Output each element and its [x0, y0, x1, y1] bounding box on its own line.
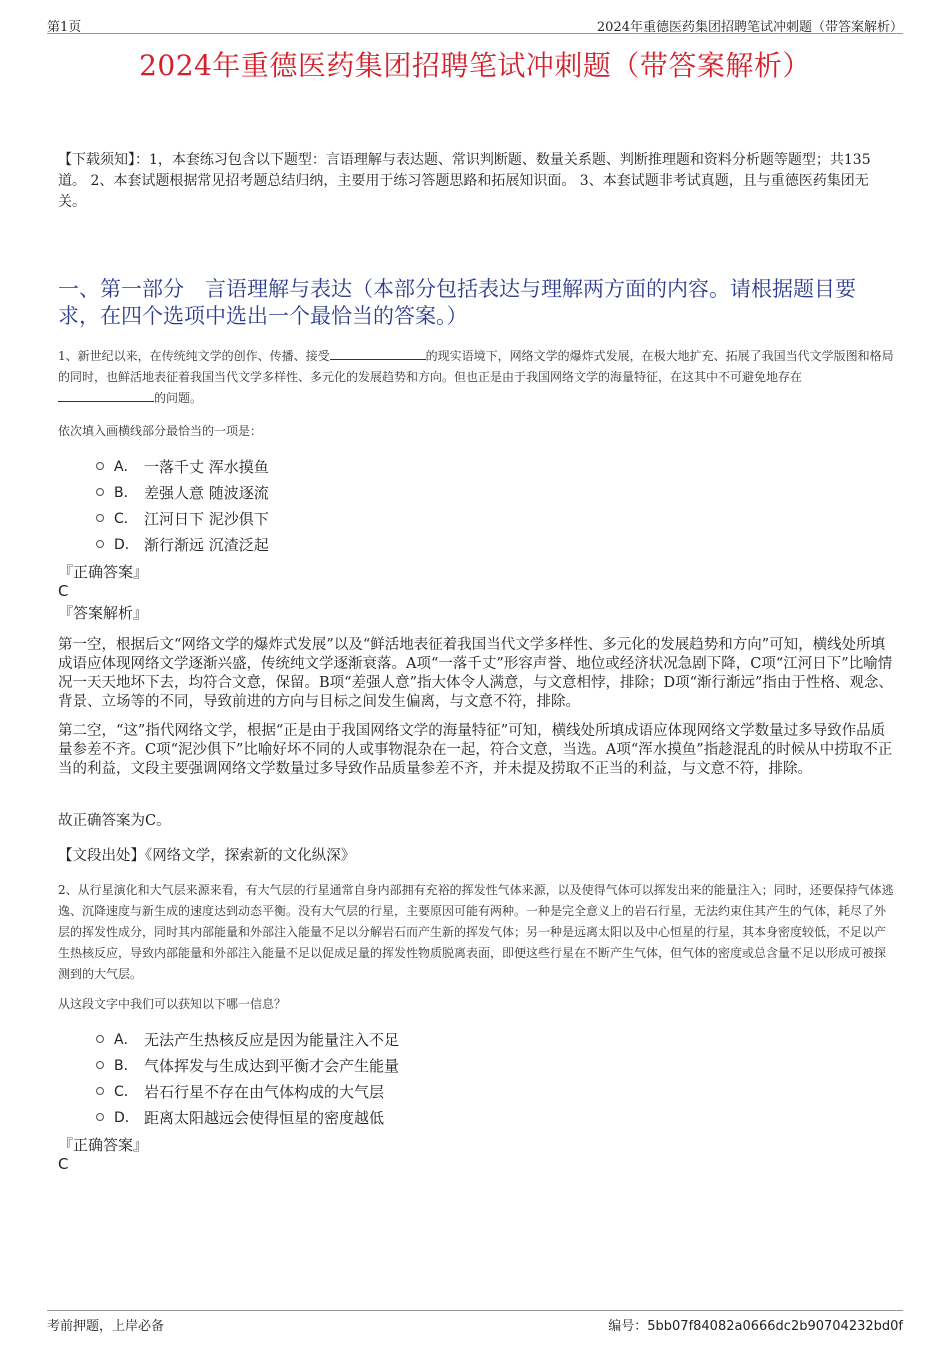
option-c[interactable] — [96, 1078, 399, 1104]
question-1-stem — [58, 346, 896, 409]
option-text: 无法产生热核反应是因为能量注入不足 — [144, 1030, 400, 1049]
question-1-stem-part-b: 的现实语境下，网络文学的爆炸式发展，在极大地扩充、拓展了我国当代文学版图和格局的同时，也鲜活地表征着我国当代文学多样性、多元化的发展趋势和方向。但也正是由于我国网络文学的海量特征，在这其中不可避免地存在 — [58, 349, 894, 384]
page-header — [47, 14, 903, 34]
analysis-paragraph-1: 第一空，根据后文“网络文学的爆炸式发展”以及“鲜活地表征着我国当代文学多样性、多元化的发展趋势和方向”可知，横线处所填成语应体现网络文学逐渐兴盛，传统纯文学逐渐衰落。A项“一落千丈”形容声誉、地位或经济状况急剧下降，C项“江河日下”比喻情况一天天地坏下去，均符合文意，保留。B项“差强人意”指大体令人满意，与文意相悖，排除；D项“渐行渐远”指由于性格、观念、背景、立场等的不同，导致前进的方向与目标之间发生偏离，与文意不符，排除。 — [58, 637, 893, 710]
text-source: 【文段出处】《网络文学，探索新的文化纵深》 — [58, 848, 356, 864]
document-title: 2024年重德医药集团招聘笔试冲刺题（带答案解析） — [139, 49, 811, 82]
option-letter: C． — [114, 511, 138, 527]
question-1-stem-part-a: 1、新世纪以来，在传统纯文学的创作、传播、接受 — [58, 349, 330, 363]
option-text: 岩石行星不存在由气体构成的大气层 — [144, 1082, 385, 1101]
radio-icon[interactable] — [96, 1035, 104, 1043]
download-notice: 【下载须知】：1，本套练习包含以下题型：言语理解与表达题、常识判断题、数量关系题、判断推理题和资料分析题等题型；共135道。 2、本套试题根据常见招考题总结归纳，主要用于练习答题思路和拓展知识面。 3、本套试题非考试真题，且与重德医药集团无关。 — [58, 152, 871, 210]
header-doc-title: 2024年重德医药集团招聘笔试冲刺题（带答案解析） — [596, 20, 903, 35]
fill-blank-2 — [58, 389, 154, 402]
radio-icon[interactable] — [96, 1061, 104, 1069]
footer-slogan: 考前押题，上岸必备 — [47, 1319, 165, 1334]
page-number: 第1页 — [47, 20, 82, 35]
radio-icon[interactable] — [96, 540, 104, 548]
option-letter: B． — [114, 485, 138, 501]
radio-icon[interactable] — [96, 1087, 104, 1095]
option-b[interactable] — [96, 479, 269, 505]
question-1-stem-part-c: 的问题。 — [154, 391, 203, 405]
correct-answer: C — [58, 1155, 69, 1173]
question-2-options — [96, 1026, 399, 1130]
radio-icon[interactable] — [96, 488, 104, 496]
radio-icon[interactable] — [96, 1113, 104, 1121]
option-text: 距离太阳越远会使得恒星的密度越低 — [144, 1108, 385, 1127]
option-d[interactable] — [96, 1104, 399, 1130]
correct-answer-label: 『正确答案』 — [58, 563, 149, 581]
option-a[interactable] — [96, 453, 269, 479]
option-letter: A． — [114, 459, 138, 475]
analysis-paragraph-2: 第二空，“这”指代网络文学，根据“正是由于我国网络文学的海量特征”可知，横线处所填成语应体现网络文学数量过多导致作品质量参差不齐。C项“泥沙俱下”比喻好坏不同的人或事物混杂在一起，符合文意，当选。A项“浑水摸鱼”指趁混乱的时候从中捞取不正当的利益，文段主要强调网络文学数量过多导致作品质量参差不齐，并未提及捞取不正当的利益，与文意不符，排除。 — [58, 723, 893, 777]
option-letter: C． — [114, 1084, 138, 1100]
option-letter: B． — [114, 1058, 138, 1074]
fill-blank-1 — [330, 347, 426, 360]
option-text: 气体挥发与生成达到平衡才会产生能量 — [144, 1056, 400, 1075]
question-2-stem: 2、从行星演化和大气层来源来看，有大气层的行星通常自身内部拥有充裕的挥发性气体来源，以及使得气体可以挥发出来的能量注入；同时，还要保持气体逃逸、沉降速度与新生成的速度达到动态平衡。没有大气层的行星，主要原因可能有两种。一种是完全意义上的岩石行星，无法约束住其产生的气体，耗尽了外层的挥发性成分，同时其内部能量和外部注入能量不足以分解岩石而产生新的挥发气体；另一种是远离太阳以及中心恒星的行星，其本身密度较低，不足以产生热核反应，导致内部能量和外部注入能量不足以促成足量的挥发性物质脱离表面，即便这些行星在不断产生气体，但气体的密度或总含量不足以形成可被探测到的大气层。 — [58, 883, 894, 981]
radio-icon[interactable] — [96, 462, 104, 470]
option-b[interactable] — [96, 1052, 399, 1078]
option-a[interactable] — [96, 1026, 399, 1052]
page-footer — [47, 1310, 903, 1333]
section-heading: 一、第一部分 言语理解与表达（本部分包括表达与理解两方面的内容。请根据题目要求，在四个选项中选出一个最恰当的答案。） — [58, 277, 856, 328]
analysis-conclusion: 故正确答案为C。 — [58, 813, 171, 829]
option-text: 江河日下 泥沙俱下 — [144, 509, 269, 528]
question-2-prompt: 从这段文字中我们可以获知以下哪一信息？ — [58, 997, 287, 1011]
footer-serial: 编号：5bb07f84082a0666dc2b90704232bd0f — [608, 1319, 903, 1334]
question-1-prompt: 依次填入画横线部分最恰当的一项是： — [58, 424, 263, 438]
correct-answer: C — [58, 582, 69, 600]
option-letter: D． — [114, 1110, 139, 1126]
option-c[interactable] — [96, 505, 269, 531]
question-1-options — [96, 453, 269, 557]
option-text: 一落千丈 浑水摸鱼 — [144, 457, 269, 476]
correct-answer-label: 『正确答案』 — [58, 1136, 149, 1154]
analysis-label: 『答案解析』 — [58, 604, 149, 622]
option-text: 差强人意 随波逐流 — [144, 483, 269, 502]
option-d[interactable] — [96, 531, 269, 557]
option-letter: A． — [114, 1032, 138, 1048]
option-letter: D． — [114, 537, 139, 553]
option-text: 渐行渐远 沉渣泛起 — [144, 535, 269, 554]
radio-icon[interactable] — [96, 514, 104, 522]
